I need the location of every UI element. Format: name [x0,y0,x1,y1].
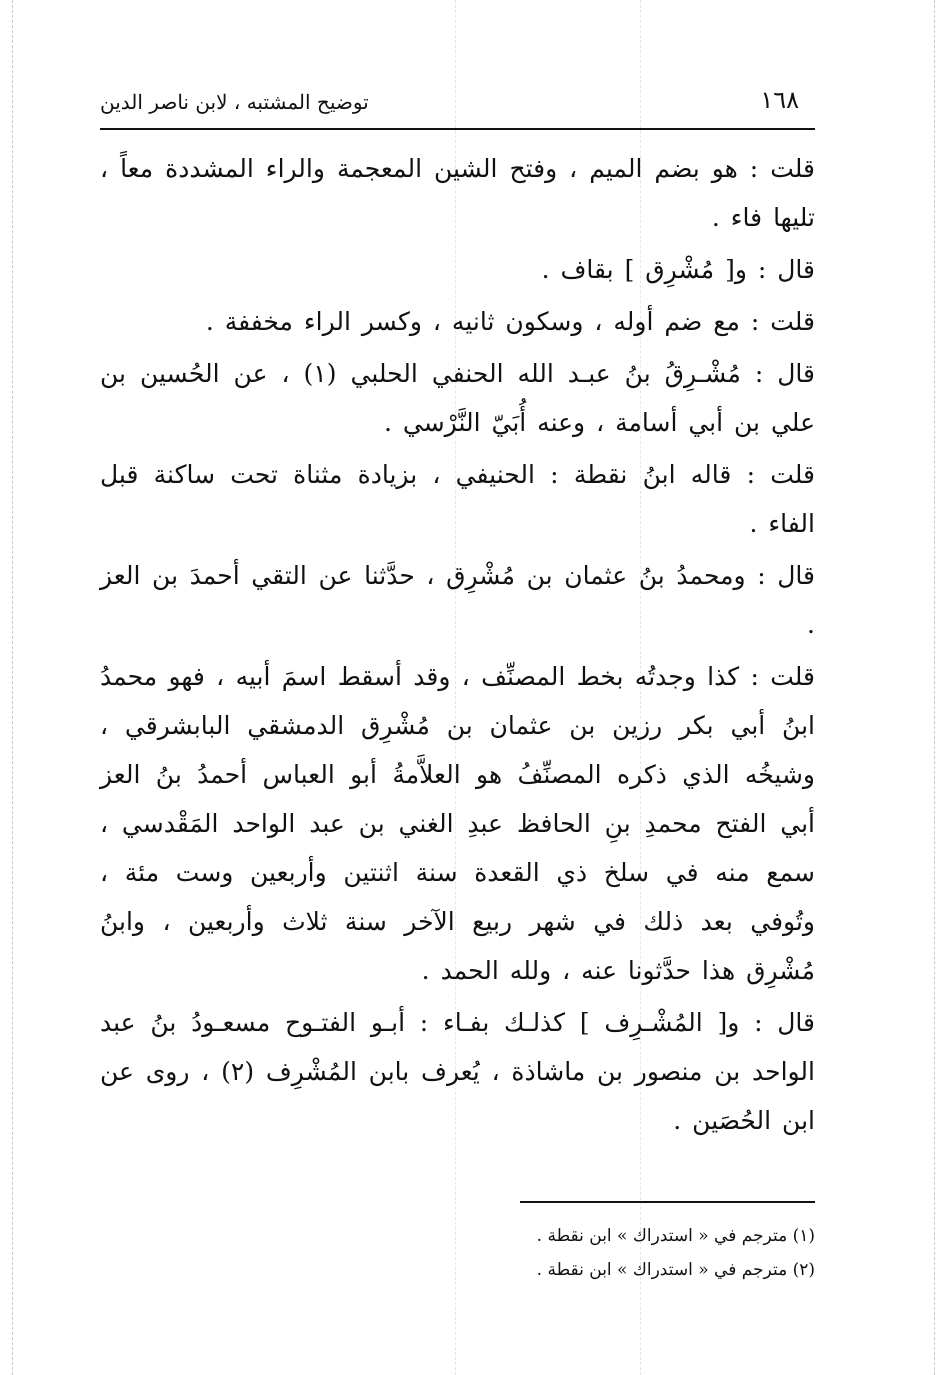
page-body [100,144,815,1145]
scan-dotted-line-left [12,0,13,1375]
footnote-divider [520,1201,815,1203]
paragraph: قال : و[ مُشْرِق ] بقاف . [541,255,815,284]
paragraph: قال : مُشْـرِقُ بنُ عبـد الله الحنفي الحلبي (١) ، عن الحُسين بن علي بن أبي أسامة ، وعنه أُبَيّ النَّرْسي . [100,359,815,437]
footnote: (٢) مترجم في « استدراك » ابن نقطة . [536,1260,815,1280]
paragraph: قلت : هو بضم الميم ، وفتح الشين المعجمة والراء المشددة معاً ، تليها فاء . [100,154,815,232]
page-number: ١٦٨ [760,86,799,114]
book-page [100,70,815,1287]
footnote: (١) مترجم في « استدراك » ابن نقطة . [536,1226,815,1246]
paragraph: قال : و[ المُشْـرِف ] كذلـك بفـاء : أبـو الفتـوح مسعـودُ بنُ عبد الواحد بن منصور بن ماشاذة ، يُعرف بابن المُشْرِف (٢) ، روى عن ابن الحُصَين . [100,1008,815,1135]
page-header [100,70,815,130]
paragraph: قلت : كذا وجدتُه بخط المصنِّف ، وقد أسقط اسمَ أبيه ، فهو محمدُ ابنُ أبي بكر رزين بن عثمان بن مُشْرِق الدمشقي البابشرقي ، وشيخُه الذي ذكره المصنِّفُ هو العلاَّمةُ أبو العباس أحمدُ بنُ العز أبي الفتح محمدِ بنِ الحافظ عبدِ الغني بن عبد الواحد المَقْدسي ، سمع منه في سلخ ذي القعدة سنة اثنتين وأربعين وست مئة ، وتُوفي بعد ذلك في شهر ربيع الآخر سنة ثلاث وأربعين ، وابنُ مُشْرِق هذا حدَّثونا عنه ، ولله الحمد . [100,662,815,985]
running-title: توضيح المشتبه ، لابن ناصر الدين [100,90,369,114]
paragraph: قلت : قاله ابنُ نقطة : الحنيفي ، بزيادة مثناة تحت ساكنة قبل الفاء . [100,460,815,538]
paragraph: قال : ومحمدُ بنُ عثمان بن مُشْرِق ، حدَّثنا عن التقي أحمدَ بن العز . [100,561,815,639]
paragraph: قلت : مع ضم أوله ، وسكون ثانيه ، وكسر الراء مخففة . [205,307,815,336]
scan-dotted-line-right [934,0,935,1375]
